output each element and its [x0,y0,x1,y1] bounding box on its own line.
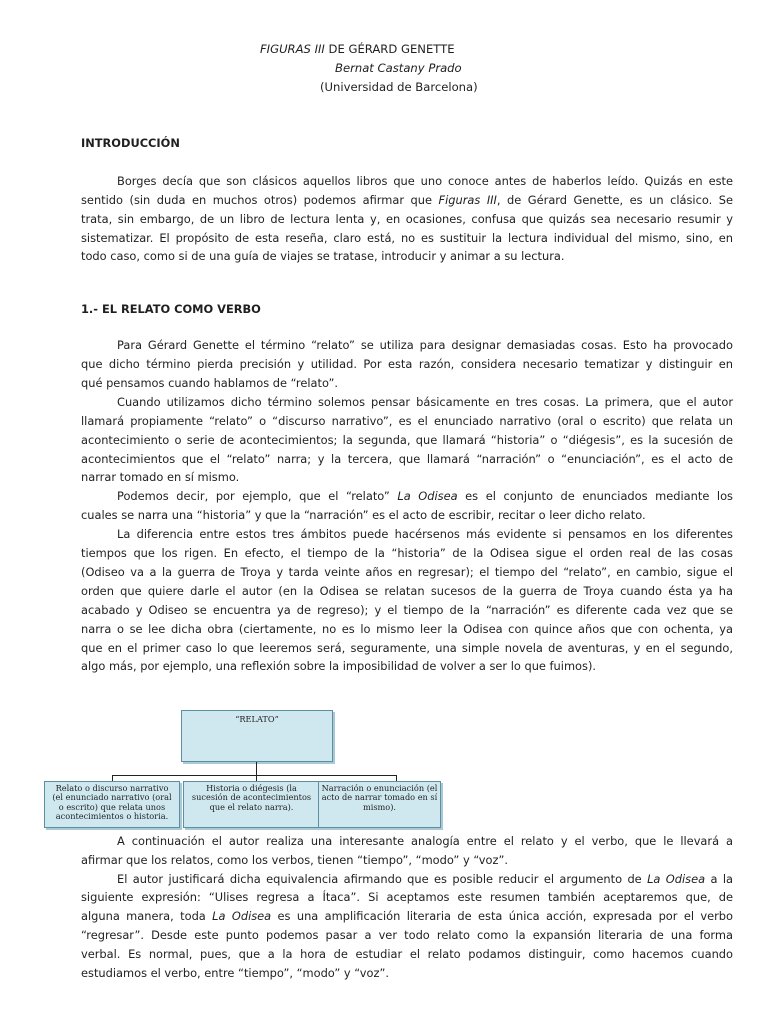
text-line: algo más, por ejemplo, una reflexión sobre la imposibilidad de volver a ser lo que fuimos). [81,659,597,673]
diagram-text: mismo). [362,801,397,812]
text-span: El autor justificará dicha equivalencia afirmando que es posible reducir el argumento de [117,872,648,886]
text-line: narrar tomado en sí mismo. [81,470,240,484]
text-line: tiempos que los rigen. En efecto, el tiempo de la “historia” de la Odisea sigue el orden real de las cosas [81,546,733,560]
diagram-text: Narración o enunciación (el [321,783,438,793]
text-line: llamará propiamente “relato” o “discurso narrativo”, es el enunciado narrativo (oral o escrito) que relata un [81,414,733,428]
text-line: Para Gérard Genette el término “relato” se utiliza para designar demasiadas cosas. Esto ha provocado [117,338,733,352]
connector-line [256,762,257,776]
diagram-text: sucesión de acontecimientos [191,792,312,803]
book-title: La Odisea [647,872,706,886]
author-name: Bernat Castany Prado [335,61,462,75]
diagram-text: Relato o discurso narrativo [55,783,169,793]
text-line: que dicho término pierda precisión y utilidad. Por esta razón, considera necesario tematizar y distinguir en [81,357,733,371]
text-line: acontecimientos que el “relato” narra; y la tercera, que llamará “narración” o “enunciación”, es el acto de [81,452,733,466]
diagram-text: o escrito) que relata unos [58,801,166,812]
diagram-narracion-box [318,781,441,828]
title-italic: FIGURAS III [260,42,325,56]
diagram-historia-box [183,781,320,828]
text-line: verbal. Es normal, pues, que a la hora de estudiar el relato podamos distinguir, como hacemos cuando [81,947,733,961]
connector-line [112,775,397,776]
affiliation: (Universidad de Barcelona) [320,80,478,94]
text-line: qué pensamos cuando hablamos de “relato”. [81,376,339,390]
section1-heading: 1.- EL RELATO COMO VERBO [81,302,261,316]
text-line: afirmar que los relatos, como los verbos, tienen “tiempo”, “modo” y “voz”. [81,853,509,867]
book-title: La Odisea [212,909,272,923]
text-line: cuales se narra una “historia” y que la “narración” es el acto de escribir, recitar o leer dicho relato. [81,508,646,522]
text-line: A continuación el autor realiza una interesante analogía entre el relato y el verbo, que le llevará a [117,834,733,848]
text-line [81,911,733,922]
text-line: Cuando utilizamos dicho término solemos pensar básicamente en tres cosas. La primera, que el autor [117,395,733,409]
text-line [117,874,733,885]
book-title: Figuras III [438,193,497,207]
diagram-relato-box [44,781,180,828]
text-line: (Odiseo va a la guerra de Troya y tarda veinte años en regresar); el tiempo del “relato”, en cambio, sigue el [81,565,733,579]
text-line: todo caso, como si de una guía de viajes se tratase, introducir y animar a su lectura. [81,249,565,263]
text-line: La diferencia entre estos tres ámbitos puede hacérsenos más evidente si pensamos en los diferentes [117,527,733,541]
text-line [81,195,733,206]
text-span: es el conjunto de enunciados mediante los [457,489,733,503]
text-line: que en el primer caso lo que leeremos será, seguramente, una simple novela de aventuras, y en el segundo, [81,641,733,655]
text-span: sentido (sin duda en muchos otros) podemos afirmar que [81,193,439,207]
text-span: , de Gérard Genette, es un clásico. Se [496,193,734,207]
text-line: siguiente expresión: “Ulises regresa a Ítaca”. Si aceptamos este resumen también aceptaremos que, de [81,890,733,904]
text-line: trata, sin embargo, de un libro de lectura lenta y, en ocasiones, confusa que quizás sea necesario resumir y [81,212,733,226]
diagram-root-label: “RELATO” [235,714,279,724]
text-line: “regresar”. Desde este punto podemos pasar a ver todo relato como la expansión literaria de una forma [81,928,733,942]
text-span: a la [705,872,733,886]
text-line: Borges decía que son clásicos aquellos libros que uno conoce antes de haberlos leído. Quizás en este [117,174,733,188]
diagram-text: acto de narrar tomado en sí [321,792,438,803]
diagram-root-box [181,710,333,762]
text-span: es una amplificación literaria de esta única acción, expresada por el verbo [271,909,734,923]
diagram-text: acontecimientos o historia. [55,811,169,822]
diagram-text: que el relato narra). [209,801,294,812]
diagram-text: (el enunciado narrativo (oral [52,792,172,803]
text-line: acabado y Odiseo se encuentra ya de regreso); y el tiempo de la “narración” es diferente cada vez que se [81,603,733,617]
diagram-text: Historia o diégesis (la [206,783,297,793]
text-span: Podemos decir, por ejemplo, que el “relato” [117,489,398,503]
title-rest: DE GÉRARD GENETTE [324,42,455,56]
text-span: alguna manera, toda [81,909,213,923]
intro-heading: INTRODUCCIÓN [81,136,180,150]
text-line: narra o se lee dicha obra (ciertamente, no es lo mismo leer la Odisea con quince años que con ochenta, ya [81,622,733,636]
text-line: orden que quiere darle el autor (en la Odisea se relatan sucesos de la guerra de Troya cuando ésta ya ha [81,584,733,598]
doc-title [260,44,455,56]
text-line [117,491,733,502]
book-title: La Odisea [397,489,458,503]
text-line: estudiamos el verbo, entre “tiempo”, “modo” y “voz”. [81,966,389,980]
text-line: sistematizar. El propósito de esta reseña, claro está, no es sustituir la lectura individual del mismo, sino, en [81,231,733,245]
text-line: acontecimiento o serie de acontecimientos; la segunda, que llamará “historia” o “diégesis”, es la sucesión de [81,433,733,447]
